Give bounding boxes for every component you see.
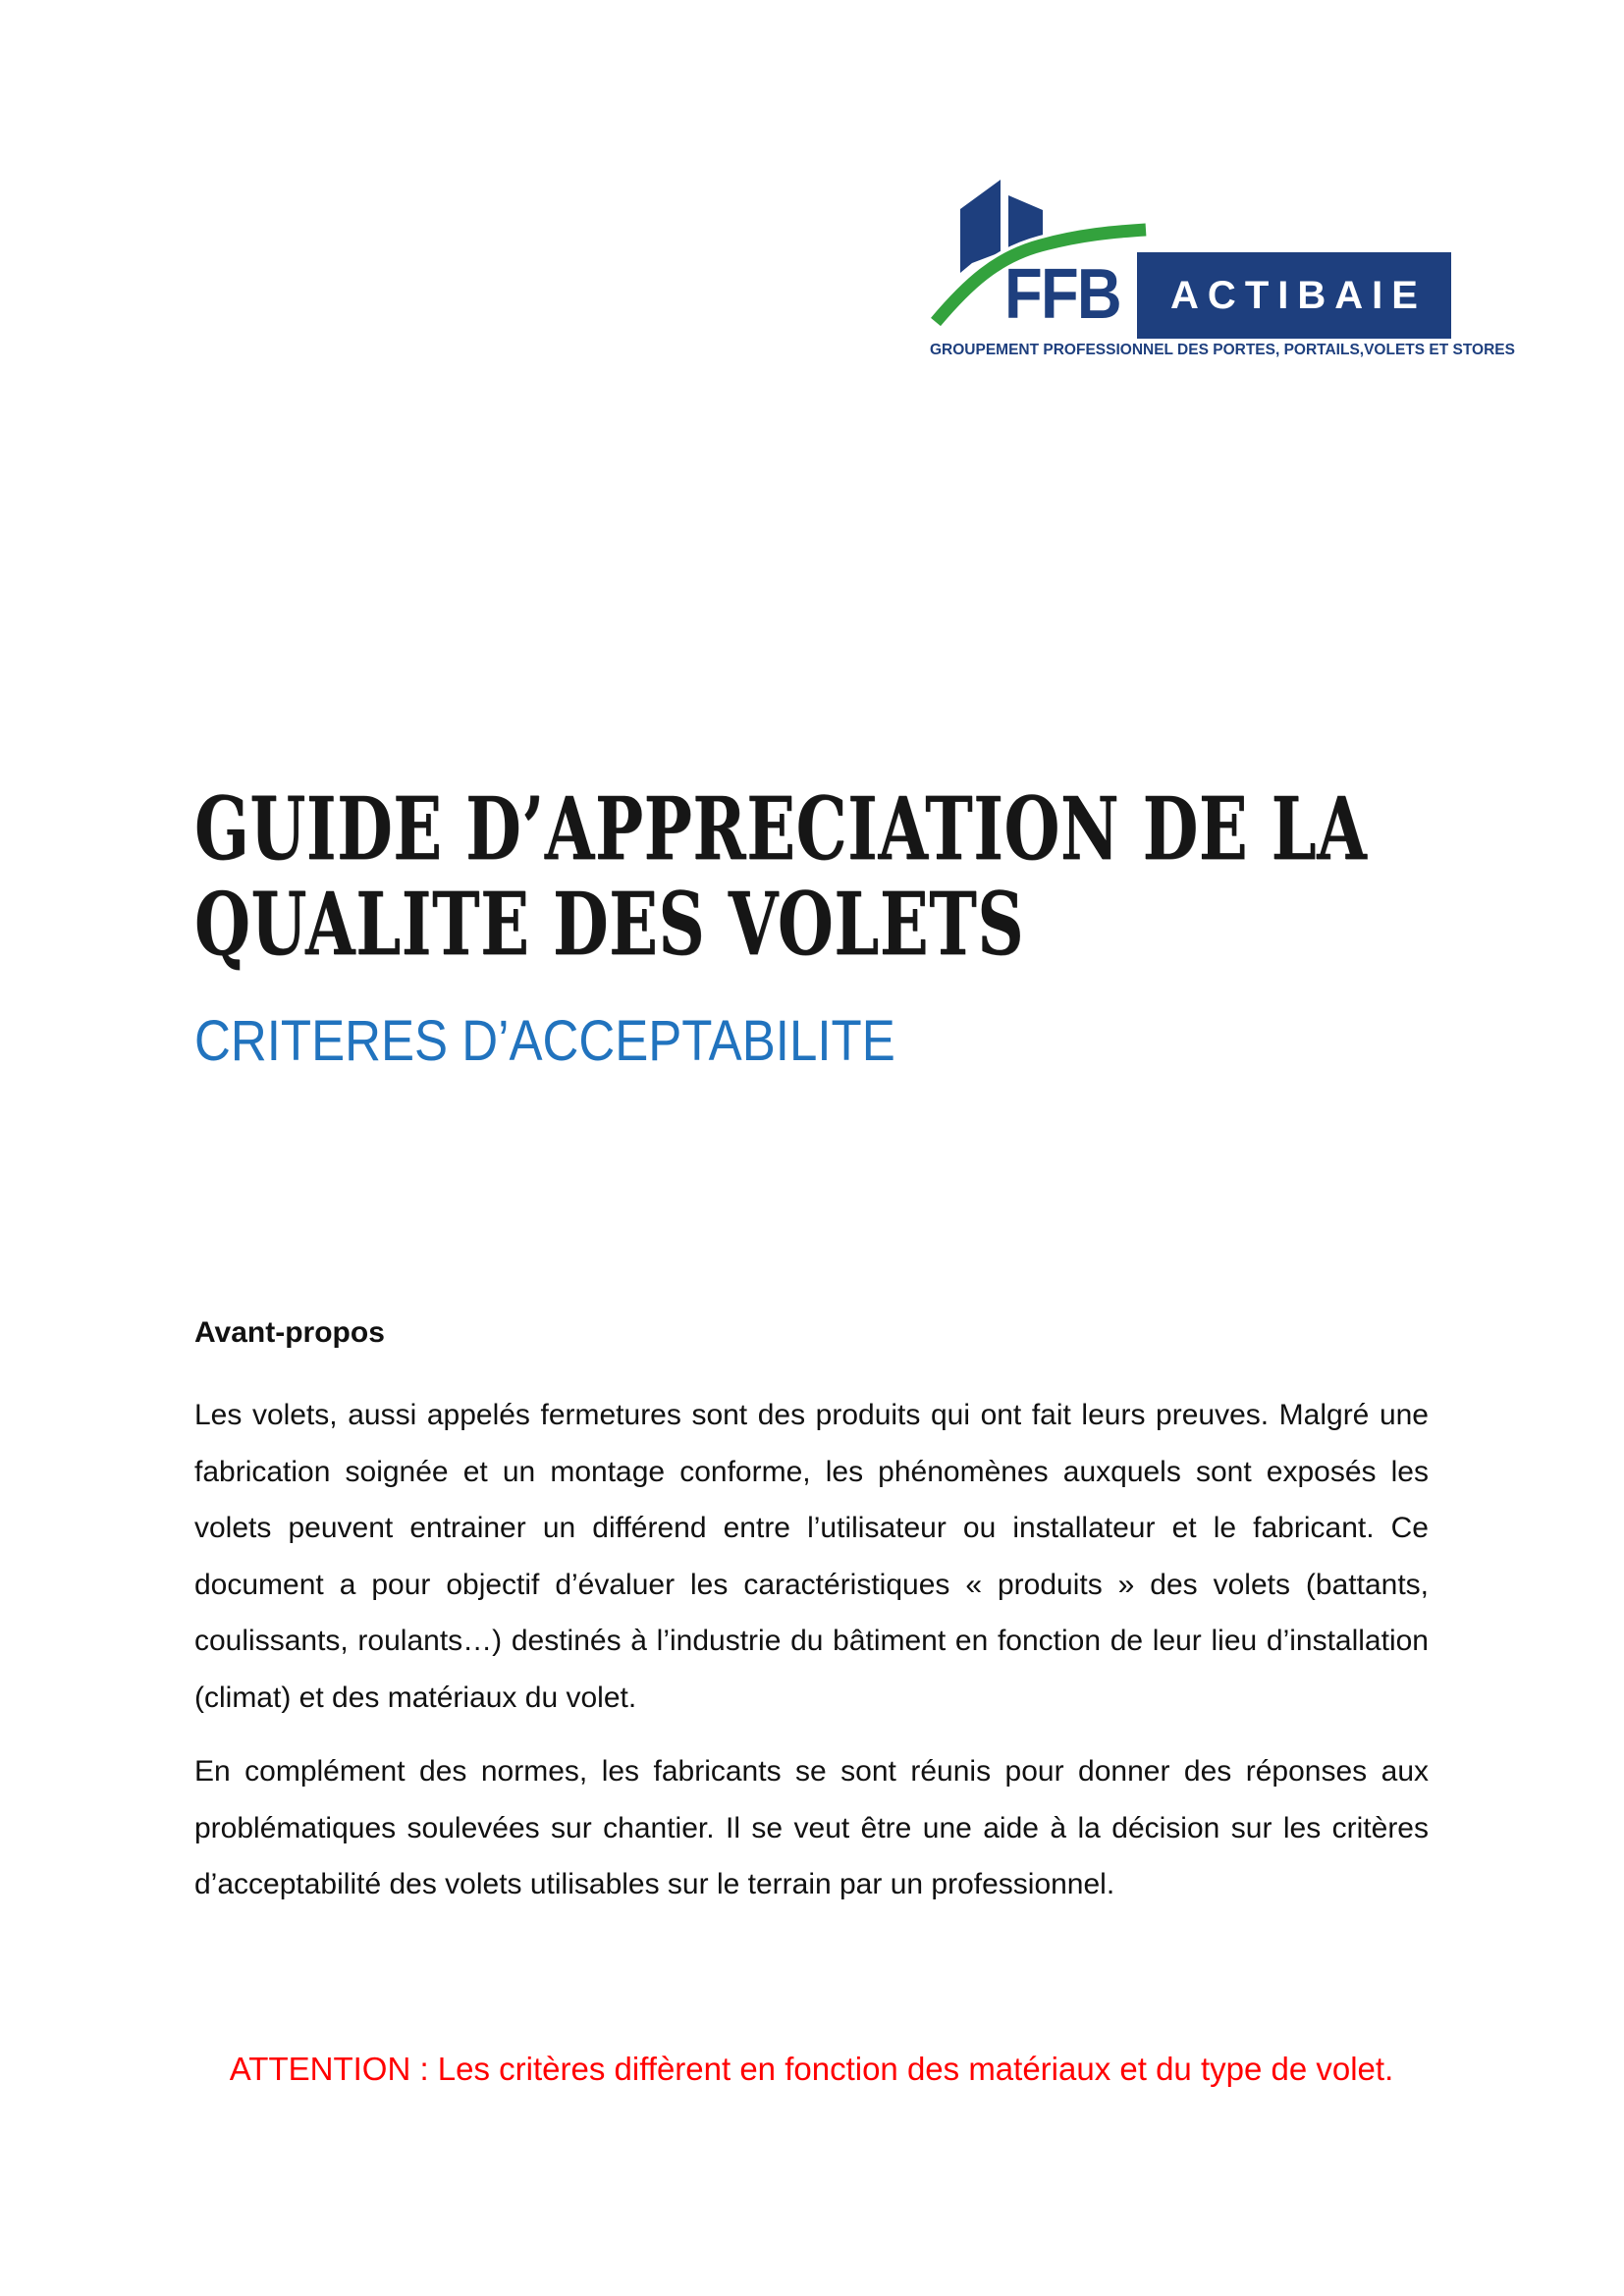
document-title-line2: QUALITE DES VOLETS [194, 873, 1025, 975]
logo-tagline: GROUPEMENT PROFESSIONNEL DES PORTES, PORTAILS,VOLETS ET STORES [930, 342, 1515, 358]
document-subtitle: CRITERES D’ACCEPTABILITE [194, 1009, 895, 1073]
ffb-wordmark: FFB [1004, 255, 1120, 334]
document-title [194, 777, 1368, 975]
document-title-line1: GUIDE D’APPRECIATION DE LA [194, 777, 1368, 880]
section-heading-avant-propos: Avant-propos [194, 1316, 385, 1349]
attention-note: ATTENTION : Les critères diffèrent en fonction des matériaux et du type de volet. [229, 2051, 1394, 2087]
body-paragraph-2: En complément des normes, les fabricants se sont réunis pour donner des réponses aux problématiques soulevées sur chantier. Il se veut être une aide à la décision sur les critères d’acceptabilité des volets utilisables sur le terrain par un professionnel. [194, 1755, 1429, 1900]
ffb-actibaie-logo [928, 177, 1515, 373]
body-paragraph-1: Les volets, aussi appelés fermetures sont des produits qui ont fait leurs preuves. Malgré une fabrication soignée et un montage conforme, les phénomènes auxquels sont exposés les volets peuvent entrainer un différend entre l’utilisateur ou installateur et le fabricant. Ce document a pour objectif d’évaluer les caractéristiques « produits » des volets (battants, coulissants, roulants…) destinés à l’industrie du bâtiment en fonction de leur lieu d’installation (climat) et des matériaux du volet. [194, 1399, 1429, 1714]
actibaie-box [1137, 252, 1451, 339]
actibaie-wordmark: ACTIBAIE [1170, 273, 1427, 317]
